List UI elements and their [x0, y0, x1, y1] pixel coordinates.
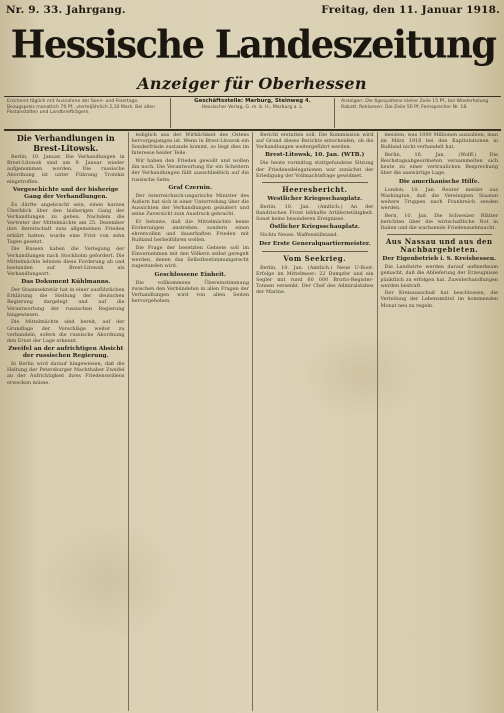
article-paragraph: lediglich aus der Wirklichkeit des Ostens hervorgegangen ist. Wenn in Brest-Litowsk ein Sonderfriede zustande kommt, so liegt dies im Interesse beider Teile. — [131, 132, 249, 157]
subscription-info: Erscheint täglich mit Ausnahme der Sonn- und Feiertage. Bezugspreis monatlich 70 Pf., vierteljährlich 2,10 Mark. Bei allen Postanstalten und Landbriefträgern. — [7, 99, 155, 116]
publisher-info — [4, 98, 501, 128]
article-paragraph: In Berlin wird darauf hingewiesen, daß die Haltung der Petersburger Machthaber Zweifel an der Aufrichtigkeit ihres Friedenswillens erwecken müsse. — [7, 361, 125, 386]
column-divider — [262, 251, 368, 252]
article-column — [253, 132, 378, 711]
article-headline: Die Verhandlungen in Brest-Litowsk. — [16, 133, 115, 153]
section-heading: Vom Seekrieg. — [283, 253, 347, 263]
article-column — [4, 132, 129, 711]
article-paragraph: Bern, 10. Jan. Die Schweizer Blätter berichten über die wirtschaftliche Not in Italien und die wachsende Friedenssehnsucht. — [380, 212, 498, 232]
article-paragraph: Wir haben den Frieden gewollt und wollen ihn noch. Die Verantwortung für ein Scheitern der Verhandlungen fällt ausschließlich auf die russische Seite. — [131, 158, 249, 183]
article-subheading: Vorgeschichte und der bisherige Gang der Verhandlungen. — [12, 186, 119, 200]
article-paragraph: Die Russen haben die Verlegung der Verhandlungen nach Stockholm gefordert. Die Mittelmächte lehnten diese Forderung ab und bestanden auf Brest-Litowsk als Verhandlungsort. — [7, 246, 125, 277]
article-paragraph: Berlin, 10. Januar. Die Verhandlungen in Brest-Litowsk sind am 9. Januar wieder aufgenommen worden. Die russische Abordnung ist unter Führung Trotzkis eingetroffen. — [7, 154, 125, 185]
article-paragraph: Die Mittelmächte sind bereit, auf der Grundlage der Vorschläge weiter zu verhandeln, sofern die russische Abordnung den Ernst der Lage erkennt. — [7, 319, 125, 344]
divider — [4, 96, 501, 97]
article-paragraph: Berlin, 10. Jan. (Amtlich.) Neue U-Boot-Erfolge im Mittelmeer: 22 Dampfer und ein Segler mit rund 60 000 Brutto-Register-Tonnen versenkt. Der Chef des Admiralstabes der Marine. — [256, 264, 374, 296]
issue-number: Nr. 9. 33. Jahrgang. — [6, 4, 126, 16]
article-subheading: Der Erste Generalquartiermeister. — [259, 240, 371, 247]
office-info — [170, 98, 335, 128]
article-subheading: Graf Czernin. — [168, 184, 213, 191]
article-paragraph: Es dürfte angebracht sein, einen kurzen Überblick über den bisherigen Gang der Verhandlungen zu geben. Nachdem die Vertreter der Mittelmächte am 25. Dezember ihre Bereitschaft zum allgemeinen Frieden erklärt hatten, wurde eine Frist von zehn Tagen gesetzt. — [7, 201, 125, 245]
divider — [4, 129, 501, 131]
newspaper-subtitle: Anzeiger für Oberhessen — [137, 74, 367, 93]
article-subheading: Zweifel an der aufrichtigen Absicht der russischen Regierung. — [8, 346, 124, 360]
article-column — [378, 132, 502, 711]
article-subheading: Die amerikanische Hilfe. — [398, 178, 480, 185]
article-paragraph: Der Kreisausschuß hat beschlossen, die Verteilung der Lebensmittel im kommenden Monat neu zu regeln. — [380, 290, 498, 309]
article-paragraph: Er betonte, daß die Mittelmächte keine Eroberungen anstreben, sondern einen ehrenvollen und dauerhaften Frieden mit Rußland herbeiführen wollen. — [131, 218, 249, 244]
article-subheading: Östlicher Kriegsschauplatz. — [269, 224, 360, 231]
section-heading: Aus Nassau und aus den Nachbargebieten. — [385, 237, 493, 255]
article-paragraph: Die Landwirte werden darauf aufmerksam gemacht, daß die Ablieferung der Erzeugnisse pünktlich zu erfolgen hat. Zuwiderhandlungen werden bestraft. — [380, 264, 498, 289]
article-paragraph: Die Frage der besetzten Gebiete soll im Einvernehmen mit den Völkern selbst geregelt werden, denen das Selbstbestimmungsrecht zugestanden wird. — [131, 245, 249, 270]
article-paragraph: Der österreichisch-ungarische Minister des Äußern hat sich in einer Unterredung über die Aussichten der Verhandlungen geäußert und seine Zuversicht zum Ausdruck gebracht. — [131, 192, 249, 218]
article-paragraph: Der Staatssekretär hat in einer ausführlichen Erklärung die Stellung der deutschen Regierung dargelegt und auf die Verantwortung der russischen Regierung hingewiesen. — [7, 287, 125, 318]
article-columns — [4, 132, 501, 711]
article-subheading: Westlicher Kriegsschauplatz. — [267, 195, 363, 202]
article-column — [129, 132, 254, 711]
article-subheading: Das Dokument Kühlmanns. — [21, 279, 111, 286]
article-paragraph: Die vollkommene Übereinstimmung zwischen den Verbündeten in allen Fragen der Verhandlungen wird von allen Seiten hervorgehoben. — [131, 279, 249, 305]
publisher-name: Hessischer Verlag, G. m. b. H., Marburg a. L. — [201, 104, 304, 110]
article-paragraph: meisten, was 1000 Millionen auszahlen, man im März 1918 bei den Kapitulationen in Rußland nicht verhandelt hat. — [380, 132, 498, 151]
article-paragraph: Berlin, 10. Jan. (Amtlich.) An der flandrischen Front lebhafte Artillerietätigkeit. Sonst keine besonderen Ereignisse. — [256, 203, 374, 223]
office-address: Geschäftsstelle: Marburg, Steinweg 4. — [194, 98, 311, 104]
article-paragraph: Bericht erstatten soll. Die Kommission wird auf Grund dieses Berichts entscheiden, ob die Verhandlungen weitergeführt werden. — [256, 132, 374, 151]
article-paragraph: London, 10. Jan. Reuter meldet aus Washington, daß die Vereinigten Staaten weitere Truppen nach Frankreich senden werden. — [380, 186, 498, 212]
article-subheading: Geschlossene Einheit. — [154, 271, 226, 278]
column-divider — [387, 234, 493, 235]
article-subheading: Brest-Litowsk, 10. Jan. (WTB.) — [265, 152, 365, 159]
article-paragraph: Berlin, 10. Jan. (Wolff.) Die Reichstagsabgeordneten versammelten sich heute zu einer vertraulichen Besprechung über die auswärtige Lage. — [380, 151, 498, 177]
article-paragraph: Die heute vormittag stattgefundene Sitzung der Friedensdelegationen war zunächst der Erledigung der Vollmachtsfrage gewidmet. — [256, 160, 374, 179]
advert-rates: Anzeigen: Die 6gespaltene kleine Zeile 15 Pf., bei Wiederholung Rabatt. Reklamen: Die Zeile 50 Pf. Fernsprecher Nr. 18. — [341, 99, 489, 110]
newspaper-title: Hessische Landeszeitung — [10, 20, 496, 68]
section-heading: Heeresbericht. — [282, 184, 348, 194]
article-subheading: Der Eigenbetrieb i. S. Kreishessen. — [382, 256, 497, 263]
article-paragraph: Nichts Neues. Waffenstillstand. — [260, 232, 339, 239]
issue-date: Freitag, den 11. Januar 1918. — [321, 4, 500, 16]
column-divider — [262, 182, 368, 183]
